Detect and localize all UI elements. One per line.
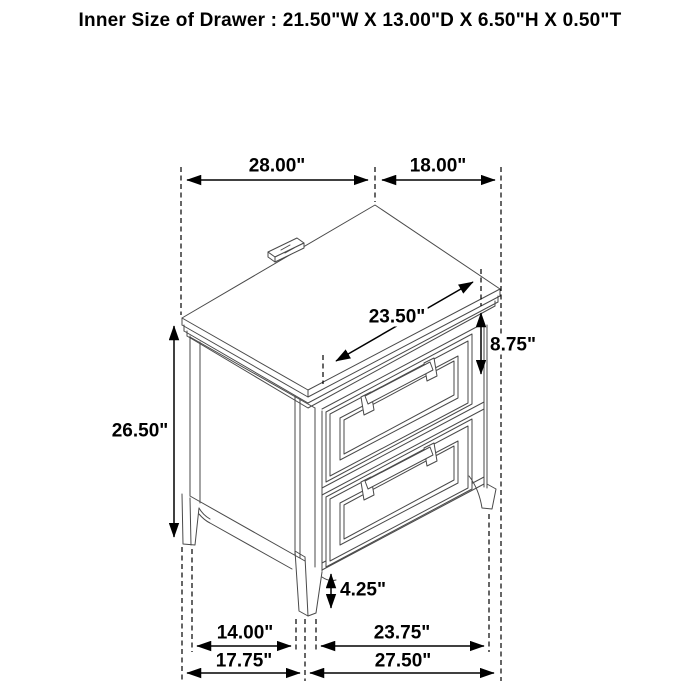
dim-label-top-width: 28.00" (248, 155, 306, 177)
dim-label-top-depth: 18.00" (409, 155, 467, 177)
nightstand-cabinet (182, 205, 500, 616)
dim-label-top-drawer-height: 8.75" (490, 334, 536, 356)
diagram-title: Inner Size of Drawer : 21.50"W X 13.00"D X 6.50"H X 0.50"T (78, 10, 622, 31)
dim-label-bottom-outer-right: 27.50" (374, 650, 432, 672)
dim-label-bottom-inner-left: 14.00" (216, 622, 274, 644)
front-right-leg (469, 476, 496, 509)
rear-left-leg (182, 494, 210, 545)
dim-label-case-front-width: 23.50" (368, 306, 426, 328)
dim-label-bottom-inner-right: 23.75" (373, 622, 431, 644)
dim-label-overall-height: 26.50" (111, 420, 169, 442)
dim-label-leg-height: 4.25" (340, 579, 386, 601)
dim-label-bottom-outer-left: 17.75" (215, 650, 273, 672)
